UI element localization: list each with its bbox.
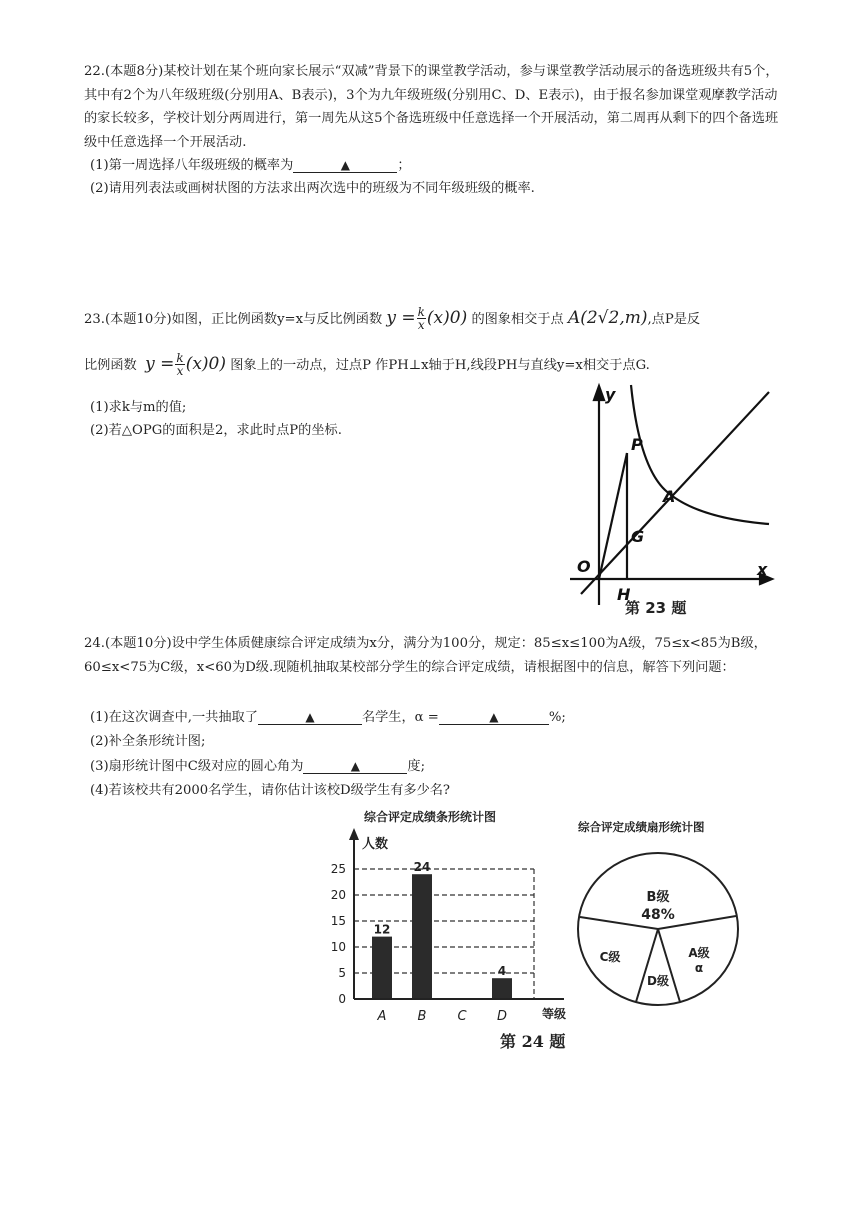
label-a: A	[663, 487, 676, 506]
q24-sub3-b: 度;	[407, 759, 426, 774]
bar-category-label: B	[417, 1009, 427, 1024]
label-g: G	[631, 527, 645, 546]
q23-func-2	[145, 351, 226, 378]
q22-sub2: (2)请用列表法或画树状图的方法求出两次选中的班级为不同年级班级的概率.	[90, 181, 535, 196]
pie-label-c: C级	[599, 950, 621, 964]
pie-label-b-percent: 48%	[641, 907, 675, 923]
bar-y-tick: 15	[330, 914, 346, 928]
q24-sub2: (2)补全条形统计图;	[90, 734, 206, 749]
q22-sub1	[90, 154, 411, 177]
bar-x-label: 等级	[542, 1007, 567, 1021]
q23-func2-y: y =	[145, 354, 175, 374]
q24-caption: 第 24 题	[500, 1032, 566, 1051]
y-axis-arrow	[594, 386, 604, 400]
bar-D	[492, 978, 512, 999]
bar-data-label: 4	[497, 964, 507, 979]
q24-blank-alpha: ▲	[439, 710, 549, 725]
q23-line2	[84, 352, 650, 377]
q23-caption: 第 23 题	[625, 599, 687, 617]
bar-B	[412, 874, 432, 999]
bar-y-tick: 0	[338, 992, 346, 1006]
pie-label-b: B级	[646, 890, 670, 905]
bar-category-label: A	[377, 1009, 387, 1024]
q22-text: 22.(本题8分)某校计划在某个班向家长展示“双减”背景下的课堂教学活动，参与课堂教学活动展示的备选班级共有5个，其中有2个为八年级班级(分别用A、B表示)，3个为九年级班级(分别用C、D、E表示)，由于报名参加课堂观摩教学活动的家长较多，学校计划分两周进行，第一周先从这5个备选班级中任意选择一个开展活动，第二周再从剩下的四个备选班级中任意选择一个开展活动.	[84, 64, 779, 150]
label-h: H	[617, 585, 631, 604]
q24-sub1	[90, 706, 566, 729]
q24-sub1-a: (1)在这次调查中,一共抽取了	[90, 710, 258, 725]
q23-func-1	[386, 305, 468, 332]
q24-sub1-c: %;	[548, 710, 566, 725]
q24-sub3-a: (3)扇形统计图中C级对应的圆心角为	[90, 759, 304, 774]
pie-chart-title: 综合评定成绩扇形统计图	[578, 820, 705, 834]
q23-func1-frac	[417, 306, 426, 331]
q23-line1	[84, 306, 700, 331]
q23-func2-k: k	[176, 351, 184, 365]
pie-chart	[574, 815, 754, 1011]
q24-text: 24.(本题10分)设中学生体质健康综合评定成绩为x分，满分为100分，规定：85≤x≤100为A级，75≤x<85为B级，60≤x<75为C级，x<60为D级.现随机抽取某校部分学生的综合评定成绩，请根据图中的信息，解答下列问题：	[84, 636, 767, 675]
pie-label-d: D级	[647, 974, 669, 988]
bar-data-label: 12	[373, 922, 391, 937]
q23-func1-domain: (x)0)	[426, 308, 468, 328]
q24-blank-angle: ▲	[303, 759, 407, 774]
q24-sub4: (4)若该校共有2000名学生，请你估计该校D级学生有多少名?	[90, 783, 451, 798]
bar-chart	[322, 806, 578, 1046]
q23-line2-suffix: 图象上的一动点，过点P 作PH⊥x轴于H,线段PH与直线y=x相交于点G.	[230, 358, 650, 373]
q23-sub1: (1)求k与m的值;	[90, 400, 187, 415]
q23-sub2: (2)若△OPG的面积是2，求此时点P的坐标.	[90, 423, 342, 438]
bar-category-label: C	[457, 1009, 467, 1024]
q23-tail: ,点P是反	[647, 312, 701, 327]
q23-figure	[565, 380, 785, 620]
q23-point-a: A(2√2,m)	[567, 308, 648, 328]
q23-func2-x: x	[176, 364, 184, 378]
bar-y-tick: 20	[330, 888, 346, 902]
q22-answer-blank: ▲	[293, 158, 397, 173]
bar-y-tick: 25	[330, 862, 346, 876]
bar-y-tick: 5	[338, 966, 346, 980]
bar-y-tick: 10	[330, 940, 346, 954]
bar-A	[372, 937, 392, 999]
q23-func1-k: k	[417, 305, 425, 319]
q23-line2-prefix: 比例函数	[84, 358, 137, 373]
q23-func2-domain: (x)0)	[185, 354, 226, 374]
label-y: y	[605, 385, 616, 404]
bar-data-label: 24	[413, 860, 431, 875]
label-o: O	[577, 557, 591, 576]
bar-category-label: D	[496, 1009, 508, 1024]
q23-func1-x: x	[417, 318, 425, 332]
bar-chart-title: 综合评定成绩条形统计图	[364, 810, 497, 824]
q23-mid: 的图象相交于点	[471, 312, 564, 327]
hyperbola-curve	[631, 385, 769, 524]
q24-blank-count: ▲	[258, 710, 362, 725]
label-p: P	[631, 435, 643, 454]
bar-y-axis-arrow	[349, 828, 359, 840]
q23-func1-y: y =	[386, 308, 416, 328]
q23-intro: 23.(本题10分)如图，正比例函数y=x与反比例函数	[84, 312, 383, 327]
q22-sub1-suffix: ；	[397, 158, 411, 173]
pie-label-a-alpha: α	[694, 961, 704, 975]
q23-func2-frac	[175, 352, 184, 377]
q24-sub3	[90, 755, 425, 778]
q22-sub1-prefix: (1)第一周选择八年级班级的概率为	[90, 158, 294, 173]
q24-sub1-b: 名学生，α =	[361, 710, 439, 725]
pie-label-a: A级	[688, 946, 710, 960]
bar-y-label: 人数	[362, 837, 389, 852]
label-x: x	[757, 560, 768, 579]
